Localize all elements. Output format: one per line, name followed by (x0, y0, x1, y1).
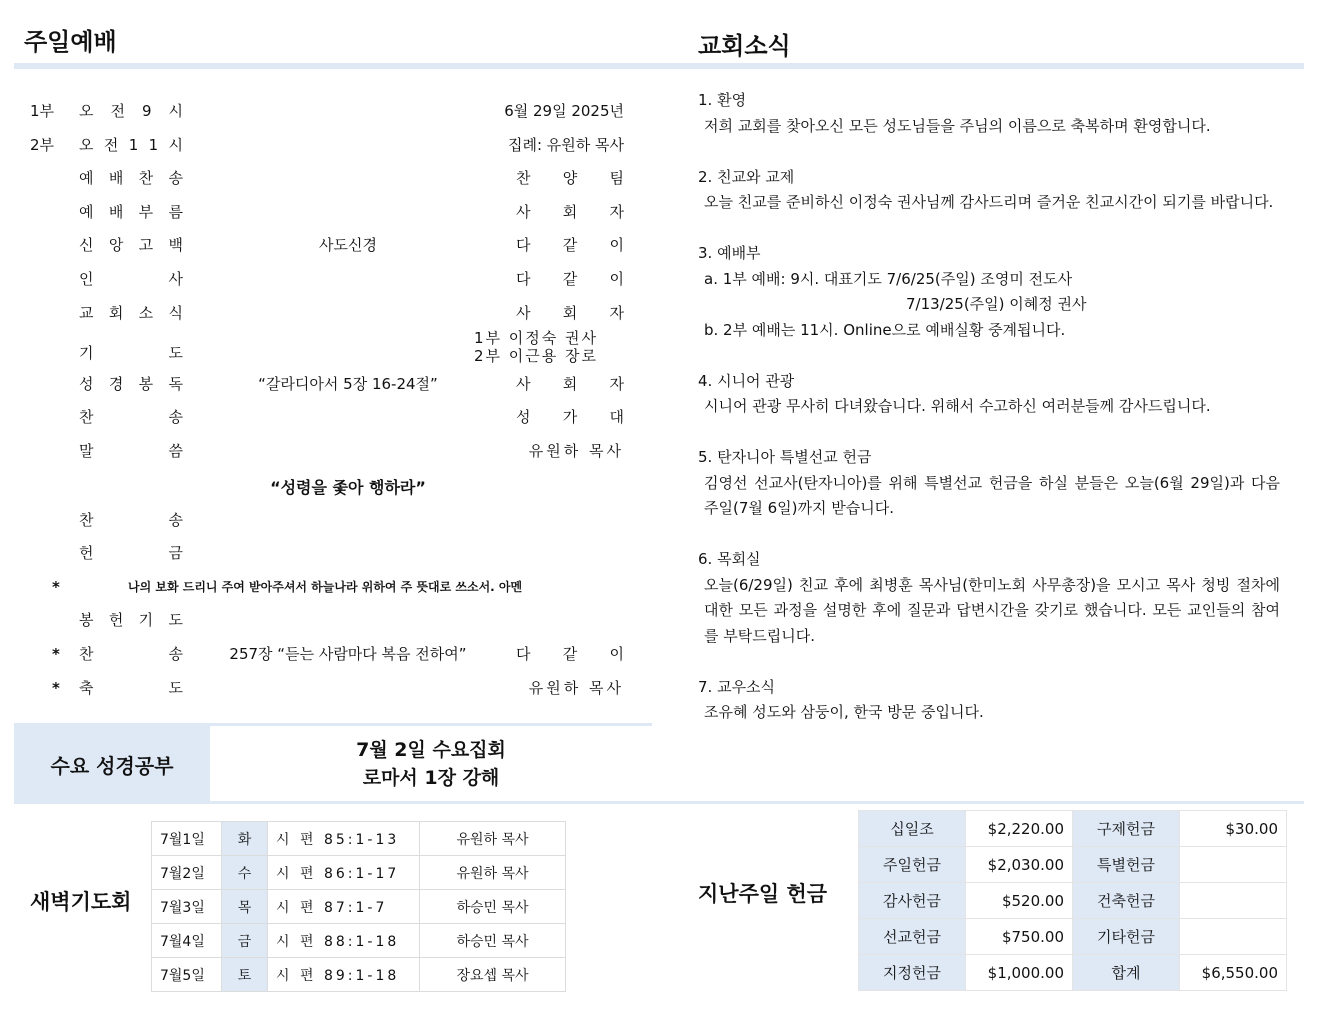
order-item-char: 기 (79, 344, 94, 363)
officiant: 집례: 유원하 목사 (507, 135, 624, 154)
table-row (152, 856, 566, 890)
order-leader-char: 사 (516, 374, 531, 393)
news-item (698, 369, 1280, 420)
order-item-char: 도 (168, 678, 183, 697)
order-row (0, 643, 660, 677)
order-item-char: 예 (79, 202, 94, 221)
order-row (0, 406, 660, 440)
table-row (859, 811, 1287, 847)
table-row (859, 883, 1287, 919)
table-row (152, 890, 566, 924)
order-row (0, 509, 660, 543)
order-item-char: 헌 (108, 611, 124, 630)
news-item (698, 241, 1280, 343)
worship-header: 주일예배 (24, 28, 117, 56)
offering-label: 주일헌금 (859, 847, 966, 883)
dawn-day: 화 (222, 822, 268, 856)
order-leader-char: 자 (609, 202, 624, 221)
news-sub: b. 2부 예배는 11시. Online으로 예배실황 중계됩니다. (704, 320, 1066, 339)
news-title: 7. 교우소식 (698, 677, 776, 696)
dawn-day: 금 (222, 924, 268, 958)
order-item (79, 542, 183, 564)
order-item-char: 경 (108, 374, 124, 393)
wednesday-line1: 7월 2일 수요집회 (356, 739, 506, 761)
order-leader-char: 이 (609, 645, 624, 663)
order-item-char: 찬 (79, 510, 94, 529)
order-leader-char: 회 (562, 303, 578, 322)
news-body: 조유혜 성도와 삼둥이, 한국 방문 중입니다. (704, 703, 984, 721)
dawn-date: 7월4일 (152, 924, 222, 958)
service-time-char: 오 (79, 102, 94, 120)
dawn-passage: 시 편 86:1-17 (268, 856, 420, 890)
order-leader-char: 성 (516, 408, 531, 427)
news-item (698, 165, 1280, 216)
order-item-char: 신 (79, 236, 94, 255)
table-row (152, 822, 566, 856)
offering-amount: $6,550.00 (1180, 955, 1287, 991)
news-body: 김영선 선교사(탄자니아)를 위해 특별선교 헌금을 하실 분들은 오늘(6월 29일)과 다음 주일(7월 6일)까지 받습니다. (704, 473, 1280, 517)
service-time-char: 오 (79, 135, 94, 154)
divider (14, 801, 1304, 804)
order-leader-char: 팀 (609, 169, 624, 188)
order-item (79, 406, 183, 428)
order-leader-char: 같 (562, 645, 578, 663)
offering-label: 십일조 (859, 811, 966, 847)
news-body: 오늘(6/29일) 친교 후에 최병훈 목사님(한미노회 사무총장)을 모시고 목사 청빙 절차에 대한 모든 과정을 설명한 후에 질문과 답변시간을 갖기로 했습니다. 모든 교인들의 참여를 부탁드립니다. (704, 575, 1280, 645)
order-item-char: 금 (168, 544, 183, 563)
order-leader-char: 다 (516, 270, 531, 288)
dawn-day: 토 (222, 958, 268, 992)
dawn-minister: 유원하 목사 (420, 822, 566, 856)
dawn-minister: 유원하 목사 (420, 856, 566, 890)
offering-label: 합계 (1073, 955, 1180, 991)
news-body: 오늘 친교를 준비하신 이정숙 권사님께 감사드리며 즐거운 친교시간이 되기를 바랍니다. (704, 193, 1274, 211)
offering-amount: $30.00 (1180, 811, 1287, 847)
order-item-char: 봉 (79, 611, 94, 630)
order-item (79, 509, 183, 531)
order-leader (516, 302, 624, 324)
order-item (79, 167, 183, 189)
order-item-char: 름 (168, 202, 183, 221)
table-row (859, 919, 1287, 955)
order-item-char: 찬 (79, 645, 94, 663)
offering-label: 선교헌금 (859, 919, 966, 955)
order-item-char: 사 (168, 270, 183, 288)
sermon-title: “성령을 좇아 행하라” (270, 477, 426, 497)
order-star: * (52, 645, 60, 663)
order-detail: “갈라디아서 5장 16-24절” (258, 374, 438, 393)
order-item-char: 독 (168, 374, 183, 393)
order-item (79, 609, 183, 631)
order-leader (516, 201, 624, 223)
service-date: 6월 29일 2025년 (504, 102, 624, 120)
order-item-char: 씀 (168, 442, 183, 460)
order-leader-char: 이 (609, 270, 624, 288)
order-item-char: 송 (168, 169, 183, 188)
news-title: 4. 시니어 관광 (698, 371, 795, 390)
order-item (79, 342, 183, 364)
dawn-passage: 시 편 85:1-13 (268, 822, 420, 856)
order-item-char: 기 (138, 611, 154, 630)
service-time-char: 1 (128, 135, 139, 154)
order-item-char: 송 (168, 510, 183, 529)
service-time (79, 100, 183, 122)
news-item (698, 88, 1280, 139)
order-leader (516, 167, 624, 189)
service-time-char: 시 (168, 102, 183, 120)
offering-amount: $520.00 (966, 883, 1073, 919)
order-leader-char: 같 (562, 236, 578, 255)
order-leader-char: 유원하 목사 (528, 442, 624, 460)
order-leader-char: 사 (516, 303, 531, 322)
order-leader-char: 회 (562, 374, 578, 393)
order-item-char: 축 (79, 678, 94, 697)
offering-amount: $750.00 (966, 919, 1073, 955)
order-item-char: 성 (79, 374, 94, 393)
service-time-char: 시 (168, 135, 183, 154)
order-item-char: 소 (138, 303, 154, 322)
dawn-date: 7월1일 (152, 822, 222, 856)
order-item-char: 교 (79, 303, 94, 322)
order-detail: 사도신경 (319, 236, 377, 255)
order-item-char: 백 (168, 236, 183, 255)
order-leader-char: 같 (562, 270, 578, 288)
table-row (859, 847, 1287, 883)
order-row (0, 677, 660, 711)
order-item (79, 440, 183, 462)
table-row (152, 958, 566, 992)
offering-label: 구제헌금 (1073, 811, 1180, 847)
order-item (79, 302, 183, 324)
order-row (0, 234, 660, 268)
service-time (79, 134, 183, 156)
table-row (152, 924, 566, 958)
service-time-char: 1 (148, 135, 159, 154)
service-row (0, 134, 660, 168)
order-leader-char: 가 (562, 408, 578, 427)
offering-amount (1180, 919, 1287, 955)
news-title: 6. 목회실 (698, 550, 761, 568)
news-title: 5. 탄자니아 특별선교 헌금 (698, 448, 872, 466)
order-item-char: 식 (168, 303, 183, 322)
order-item (79, 201, 183, 223)
order-leader-char: 이 (609, 236, 624, 255)
offering-amount: $1,000.00 (966, 955, 1073, 991)
order-leader-char: 다 (516, 645, 531, 663)
order-item-char: 도 (168, 344, 183, 363)
order-item-char: 봉 (138, 374, 154, 393)
order-row (0, 576, 660, 610)
order-leader (474, 329, 598, 365)
order-item (79, 373, 183, 395)
dawn-date: 7월3일 (152, 890, 222, 924)
order-row (0, 609, 660, 643)
offering-table (858, 810, 1287, 991)
news-title: 3. 예배부 (698, 244, 761, 262)
dawn-passage: 시 편 87:1-7 (268, 890, 420, 924)
order-item-char: 앙 (108, 236, 124, 255)
news-sub: 7/13/25(주일) 이혜정 권사 (906, 295, 1087, 313)
order-item (79, 268, 183, 290)
order-row (0, 201, 660, 235)
news-header: 교회소식 (698, 32, 791, 60)
order-leader (516, 440, 624, 462)
order-item-char: 헌 (79, 544, 94, 563)
order-leader (516, 373, 624, 395)
order-item (79, 234, 183, 256)
order-row (0, 167, 660, 201)
dawn-passage: 시 편 88:1-18 (268, 924, 420, 958)
worship-order (0, 0, 660, 720)
order-leader (516, 234, 624, 256)
order-item-char: 배 (108, 202, 124, 221)
dawn-prayer-table (151, 821, 566, 992)
dawn-prayer-title: 새벽기도회 (30, 890, 132, 914)
order-item-char: 고 (138, 236, 154, 255)
order-leader-char: 다 (516, 236, 531, 255)
order-item-char: 예 (79, 169, 94, 188)
news-item (698, 445, 1280, 522)
order-item-char: 찬 (138, 169, 154, 188)
wednesday-line2: 로마서 1장 강해 (362, 767, 500, 789)
offering-label: 특별헌금 (1073, 847, 1180, 883)
wednesday-info (210, 736, 652, 792)
order-item-char: 회 (108, 303, 124, 322)
order-leader-char: 찬 (516, 169, 531, 188)
service-time-char: 전 (110, 102, 125, 120)
order-item-char: 송 (168, 408, 183, 427)
service-time-char: 전 (103, 135, 119, 154)
order-item-char: 찬 (79, 408, 94, 427)
order-detail: 257장 “듣는 사람마다 복음 전하여” (229, 645, 467, 663)
order-item-char: 도 (168, 611, 183, 630)
service-time-char: 9 (141, 102, 152, 120)
dawn-minister: 장요셉 목사 (420, 958, 566, 992)
order-leader-line: 2부 이근용 장로 (474, 347, 599, 366)
offering-label: 지정헌금 (859, 955, 966, 991)
offering-label: 감사헌금 (859, 883, 966, 919)
order-item-char: 배 (108, 169, 124, 188)
order-leader-char: 양 (562, 169, 578, 188)
dawn-date: 7월2일 (152, 856, 222, 890)
order-item (79, 643, 183, 665)
order-item (79, 677, 183, 699)
order-leader-char: 회 (562, 202, 578, 221)
news-body: 시니어 관광 무사히 다녀왔습니다. 위해서 수고하신 여러분들께 감사드립니다. (704, 397, 1211, 415)
order-item-char: 말 (79, 442, 94, 460)
order-row (0, 373, 660, 407)
order-leader-char: 대 (609, 408, 624, 427)
offering-label: 기타헌금 (1073, 919, 1180, 955)
order-row (0, 542, 660, 576)
order-leader-char: 자 (609, 374, 624, 393)
service-name: 1부 (30, 102, 55, 120)
news-list (698, 88, 1280, 751)
order-leader (516, 406, 624, 428)
offering-amount (1180, 847, 1287, 883)
order-leader (516, 643, 624, 665)
news-sub: a. 1부 예배: 9시. 대표기도 7/6/25(주일) 조영미 전도사 (704, 269, 1073, 288)
order-leader-char: 사 (516, 202, 531, 221)
dawn-minister: 하승민 목사 (420, 890, 566, 924)
dawn-date: 7월5일 (152, 958, 222, 992)
dawn-day: 목 (222, 890, 268, 924)
order-row (0, 329, 660, 375)
order-leader-char: 자 (609, 303, 624, 322)
order-star: * (52, 678, 60, 697)
news-title: 1. 환영 (698, 91, 747, 109)
news-body: 저희 교회를 찾아오신 모든 성도님들을 주님의 이름으로 축복하며 환영합니다. (704, 116, 1211, 135)
offering-label: 건축헌금 (1073, 883, 1180, 919)
dawn-day: 수 (222, 856, 268, 890)
order-leader (516, 268, 624, 290)
news-item (698, 675, 1280, 726)
offering-amount: $2,220.00 (966, 811, 1073, 847)
order-row (0, 440, 660, 474)
dawn-minister: 하승민 목사 (420, 924, 566, 958)
offering-prayer-note: 나의 보화 드리니 주여 받아주셔서 하늘나라 위하여 주 뜻대로 쓰소서. 아멘 (128, 579, 523, 594)
order-leader-char: 유원하 목사 (528, 678, 624, 697)
offering-title: 지난주일 헌금 (698, 882, 828, 906)
service-name: 2부 (30, 135, 55, 154)
dawn-passage: 시 편 89:1-18 (268, 958, 420, 992)
order-star: * (52, 577, 60, 596)
order-item-char: 인 (79, 270, 94, 288)
order-leader-line: 1부 이정숙 권사 (474, 329, 599, 348)
news-title: 2. 친교와 교제 (698, 167, 795, 186)
order-leader (516, 677, 624, 699)
wednesday-label: 수요 성경공부 (14, 726, 210, 802)
order-item-char: 부 (138, 202, 154, 221)
news-item (698, 547, 1280, 649)
service-row (0, 100, 660, 134)
order-row (0, 268, 660, 302)
offering-amount: $2,030.00 (966, 847, 1073, 883)
table-row (859, 955, 1287, 991)
order-item-char: 송 (168, 645, 183, 663)
offering-amount (1180, 883, 1287, 919)
